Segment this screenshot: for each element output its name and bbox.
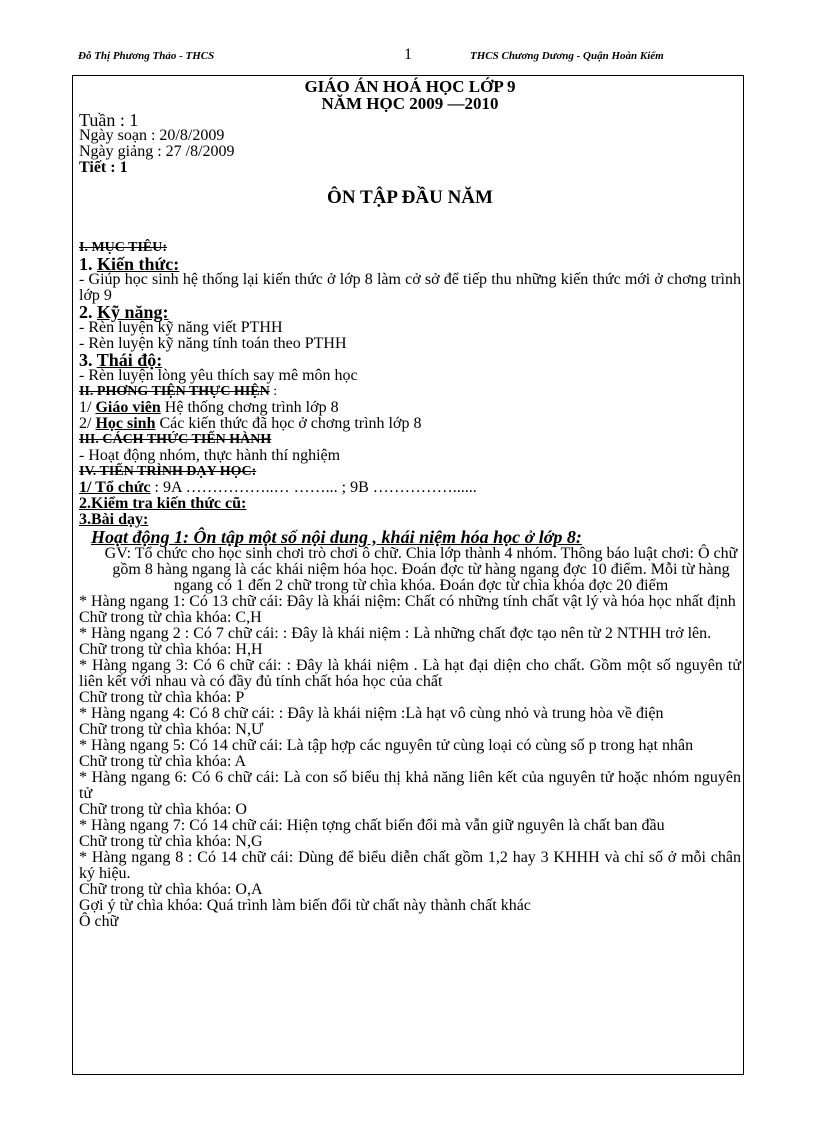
row-question: * Hàng ngang 8 : Có 14 chữ cái: Dùng để biểu diễn chất gồm 1,2 hay 3 KHHH và chỉ số ở mỗi chân ký hiệu.	[79, 849, 741, 882]
hint-text: Gợi ý từ chìa khóa: Quá trình làm biến đổi từ chất này thành chất khác	[79, 897, 531, 914]
hoc-sinh-text: Các kiến thức đã học ở chơng trình lớp 8	[155, 415, 422, 432]
giao-vien-num: 1/	[79, 399, 96, 416]
thai-do-label: Thái độ:	[96, 350, 163, 370]
hoc-sinh-label: Học sinh	[95, 415, 156, 432]
row-key: Chữ trong từ chìa khóa: O	[79, 801, 247, 818]
row-key: Chữ trong từ chìa khóa: P	[79, 689, 245, 706]
row-key: Chữ trong từ chìa khóa: N,G	[79, 833, 263, 850]
kien-thuc-label: Kiến thức:	[97, 254, 180, 274]
tuan-text: Tuần : 1	[79, 110, 139, 130]
section-tien-trinh: IV. TIẾN TRÌNH DẠY HỌC:	[79, 464, 257, 479]
kien-thuc-text: - Giúp học sinh hệ thống lại kiến thức ở lớp 8 làm cở sở để tiếp thu những kiến thức mới ở chơng trình lớp 9	[79, 271, 741, 304]
page-frame	[72, 75, 744, 1075]
bai-day-heading: 3.Bài dạy:	[79, 511, 149, 528]
ky-nang-label: Kỹ năng:	[97, 302, 169, 322]
giao-vien-label: Giáo viên	[95, 399, 161, 416]
ky-nang-text-2: - Rèn luyện kỹ năng tính toán theo PTHH	[79, 335, 347, 352]
document-body	[79, 79, 741, 930]
header-left: Đỗ Thị Phương Thảo - THCS	[78, 50, 215, 62]
row-key: Chữ trong từ chìa khóa: A	[79, 753, 247, 770]
row-question: * Hàng ngang 1: Có 13 chữ cái: Đây là khái niệm: Chất có những tính chất vật lý và hóa học nhất định	[79, 593, 736, 610]
activity-title: Hoạt động 1: Ôn tập một số nội dung , khái niệm hóa học ở lớp 8:	[91, 527, 582, 547]
row-key: Chữ trong từ chìa khóa: C,H	[79, 609, 262, 626]
section-muc-tieu: I. MỤC TIÊU:	[79, 240, 168, 255]
row-question: * Hàng ngang 7: Có 14 chữ cái: Hiện tợng chất biến đổi mà vẫn giữ nguyên là chất ban đầu	[79, 817, 665, 834]
thai-do-heading	[79, 352, 741, 368]
thai-do-num: 3.	[79, 350, 97, 370]
kien-thuc-num: 1.	[79, 254, 97, 274]
ky-nang-num: 2.	[79, 302, 97, 322]
tuan	[79, 112, 741, 128]
to-chuc-label: 1/ Tổ chức	[79, 479, 151, 496]
hoc-sinh-line	[79, 416, 741, 432]
giao-vien-text: Hệ thống chơng trình lớp 8	[160, 399, 339, 416]
page-number: 1	[404, 46, 412, 63]
o-chu-label: Ô chữ	[79, 913, 119, 930]
to-chuc-text: : 9A ……………..… ……... ; 9B ……………......	[150, 479, 477, 496]
row-key: Chữ trong từ chìa khóa: N,Ư	[79, 721, 264, 738]
crossword-rows	[79, 594, 741, 898]
section-phuong-tien-colon: :	[269, 384, 278, 399]
to-chuc-line	[79, 480, 741, 496]
page-header	[78, 48, 758, 66]
row-key: Chữ trong từ chìa khóa: H,H	[79, 641, 263, 658]
cach-thuc-text: - Hoạt động nhóm, thực hành thí nghiệm	[79, 447, 341, 464]
doc-title: GIÁO ÁN HOÁ HỌC LỚP 9	[304, 77, 516, 96]
section-cach-thuc: III. CÁCH THỨC TIẾN HÀNH	[79, 432, 272, 447]
hoc-sinh-num: 2/	[79, 415, 96, 432]
section-phuong-tien	[79, 384, 741, 400]
ky-nang-text-1: - Rèn luyện kỹ năng viết PTHH	[79, 319, 283, 336]
section-phuong-tien-title: II. PHƠNG TIỆN THỰC HIỆN	[79, 384, 270, 399]
tiet: Tiết : 1	[79, 159, 128, 176]
ngay-giang: Ngày giảng : 27 /8/2009	[79, 143, 235, 160]
row-question: * Hàng ngang 2 : Có 7 chữ cái: : Đây là khái niệm : Là những chất đợc tạo nên từ 2 NTHH trở lên.	[79, 625, 712, 642]
activity-gv-text: GV: Tổ chức cho học sinh chơi trò chơi ô chữ. Chia lớp thành 4 nhóm. Thông báo luật chơi: Ô chữ gồm 8 hàng ngang là các khái niệm hóa học. Đoán đợc từ hàng ngang đợc 10 điểm. Mỗi từ hàng ngang có 1 đến 2 chữ trong từ chìa khóa. Đoán đợc từ chìa khóa đợc 20 điểm	[104, 545, 738, 594]
lesson-title: ÔN TẬP ĐẦU NĂM	[327, 187, 493, 208]
row-question: * Hàng ngang 6: Có 6 chữ cái: Là con số biểu thị khả năng liên kết của nguyên tử hoặc nhóm nguyên tử	[79, 769, 741, 802]
giao-vien-line	[79, 400, 741, 416]
kien-thuc-heading	[79, 256, 741, 272]
row-question: * Hàng ngang 3: Có 6 chữ cái: : Đây là khái niệm . Là hạt đại diện cho chất. Gồm một số nguyên tử liên kết với nhau và có đầy đủ tính chất hóa học của chất	[79, 657, 741, 690]
row-question: * Hàng ngang 5: Có 14 chữ cái: Là tập hợp các nguyên tử cùng loại có cùng số p trong hạt nhân	[79, 737, 694, 754]
thai-do-text: - Rèn luyện lòng yêu thích say mê môn học	[79, 367, 358, 384]
ngay-soan: Ngày soạn : 20/8/2009	[79, 127, 225, 144]
school-year: NĂM HỌC 2009 —2010	[321, 94, 499, 113]
kiem-tra-heading: 2.Kiểm tra kiến thức cũ:	[79, 495, 247, 512]
row-question: * Hàng ngang 4: Có 8 chữ cái: : Đây là khái niệm :Là hạt vô cùng nhỏ và trung hòa về điện	[79, 705, 664, 722]
ky-nang-heading	[79, 304, 741, 320]
header-right: THCS Chương Dương - Quận Hoàn Kiếm	[470, 50, 664, 62]
row-key: Chữ trong từ chìa khóa: O,A	[79, 881, 263, 898]
